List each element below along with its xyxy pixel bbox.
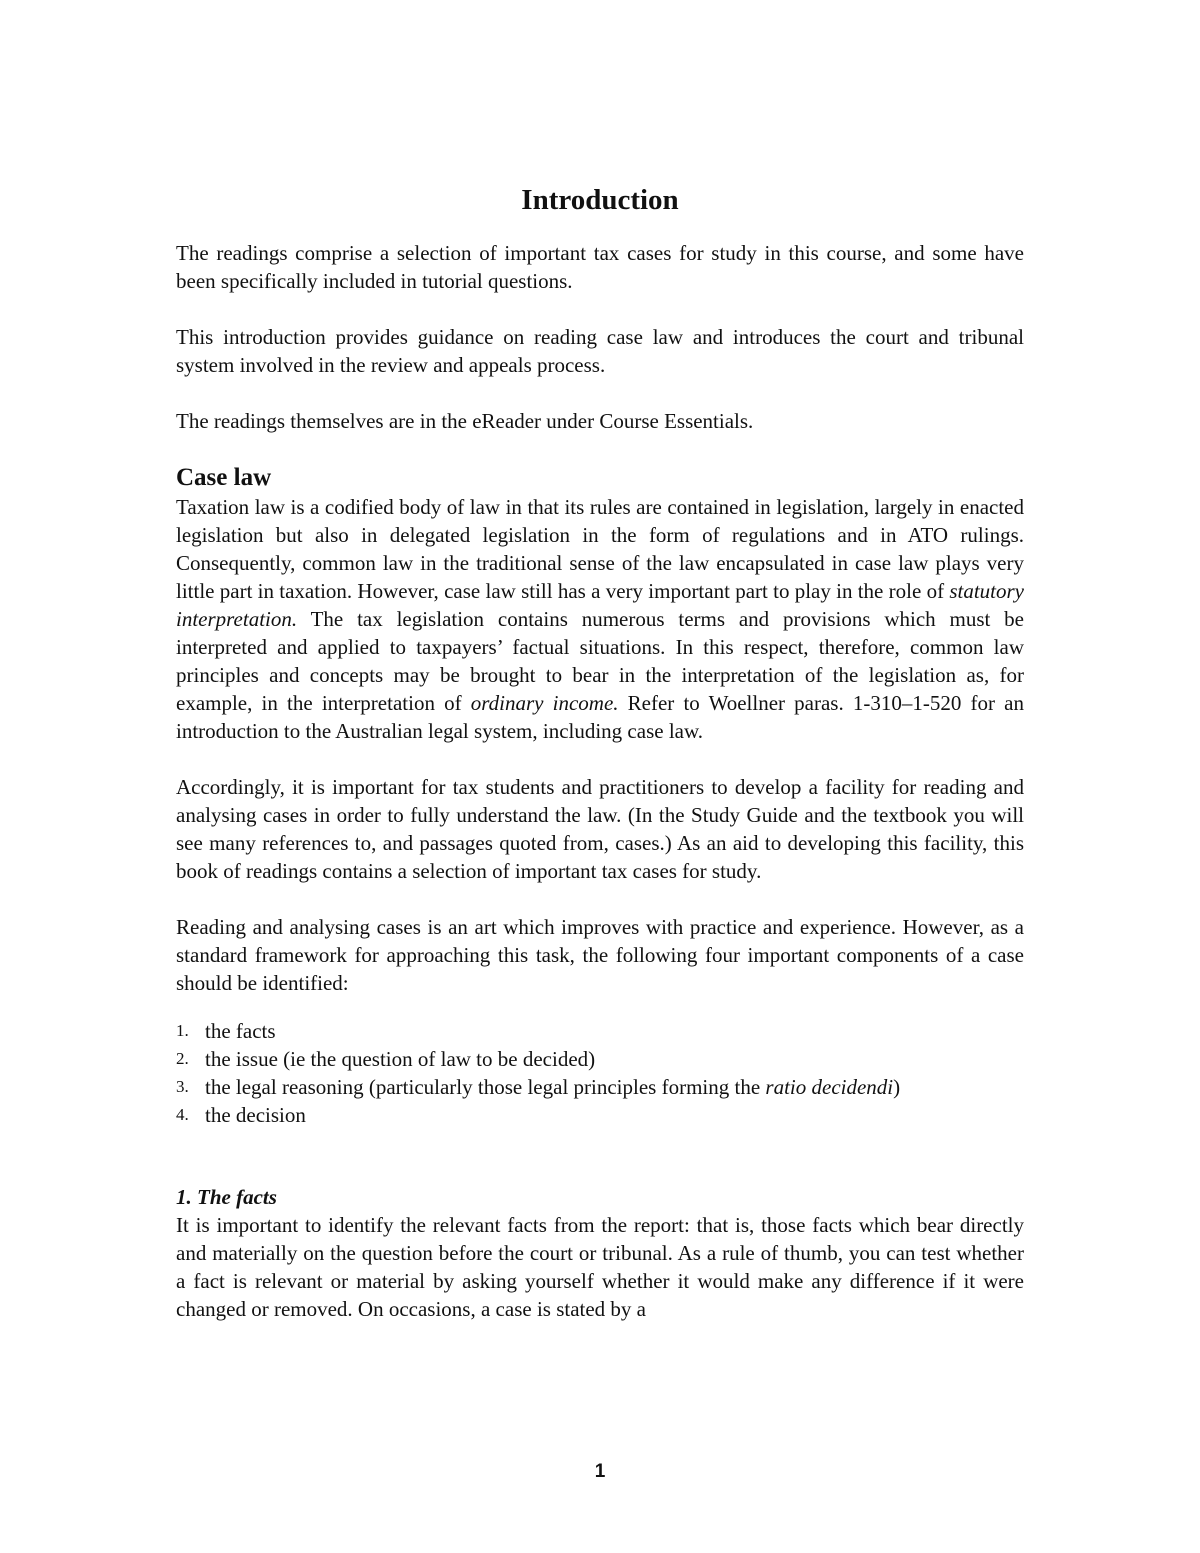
list-number: 3. (176, 1077, 189, 1096)
facts-paragraph: It is important to identify the relevant facts from the report: that is, those facts which bear directly and materially on the question before the court or tribunal. As a rule of thumb, you can test whether a fact is relevant or material by asking yourself whether it would make any difference if it were changed or removed. On occasions, a case is stated by a (176, 1213, 1024, 1321)
ratio-decidendi-term: ratio decidendi (765, 1075, 894, 1099)
page-content (176, 180, 1024, 1351)
list-item (176, 1073, 1024, 1101)
intro-paragraph-1: The readings comprise a selection of important tax cases for study in this course, and some have been specifically included in tutorial questions. (176, 241, 1024, 293)
case-law-paragraph-2: Accordingly, it is important for tax students and practitioners to develop a facility for reading and analysing cases in order to fully understand the law. (In the Study Guide and the textbook you will see many references to, and passages quoted from, cases.) As an aid to developing this facility, this book of readings contains a selection of important tax cases for study. (176, 775, 1024, 883)
statutory-interpretation-term: statutory interpretation. (176, 579, 1024, 631)
page-number: 1 (594, 1461, 606, 1482)
list-item (176, 1017, 1024, 1045)
case-law-paragraph-3: Reading and analysing cases is an art which improves with practice and experience. However, as a standard framework for approaching this task, the following four important components of a case should be identified: (176, 915, 1024, 995)
intro-paragraph-3: The readings themselves are in the eReader under Course Essentials. (176, 409, 754, 433)
list-item (176, 1101, 1024, 1129)
case-law-text-a: Taxation law is a codified body of law in that its rules are contained in legislation, largely in enacted legislation but also in delegated legislation in the form of regulations and in ATO rulings. Consequently, common law in the traditional sense of the law encapsulated in case law plays very little part in taxation. However, case law still has a very important part to play in the role of (176, 495, 1024, 603)
ordinary-income-term: ordinary income. (470, 691, 619, 715)
case-law-paragraph-1 (176, 493, 1024, 745)
list-number: 1. (176, 1021, 189, 1040)
intro-paragraph-2: This introduction provides guidance on reading case law and introduces the court and tribunal system involved in the review and appeals process. (176, 325, 1024, 377)
facts-heading: 1. The facts (176, 1185, 277, 1209)
list-item-text: the issue (ie the question of law to be decided) (205, 1047, 596, 1071)
list-number: 4. (176, 1105, 189, 1124)
case-law-text-c: Refer to Woellner paras. 1-310–1-520 for an introduction to the Australian legal system, including case law. (176, 691, 1024, 743)
case-law-text-b: The tax legislation contains numerous terms and provisions which must be interpreted and applied to taxpayers’ factual situations. In this respect, therefore, common law principles and concepts may be brought to bear in the interpretation of the legislation as, for example, in the interpretation of (176, 607, 1024, 715)
list-item-text-end: ) (893, 1075, 901, 1099)
case-law-heading: Case law (176, 464, 272, 491)
list-item (176, 1045, 1024, 1073)
list-item-text: the decision (205, 1103, 306, 1127)
case-components-list (176, 1017, 1024, 1129)
list-number: 2. (176, 1049, 189, 1068)
list-item-text: the legal reasoning (particularly those legal principles forming the (205, 1075, 766, 1099)
page-title: Introduction (521, 184, 679, 216)
list-item-text: the facts (205, 1019, 276, 1043)
